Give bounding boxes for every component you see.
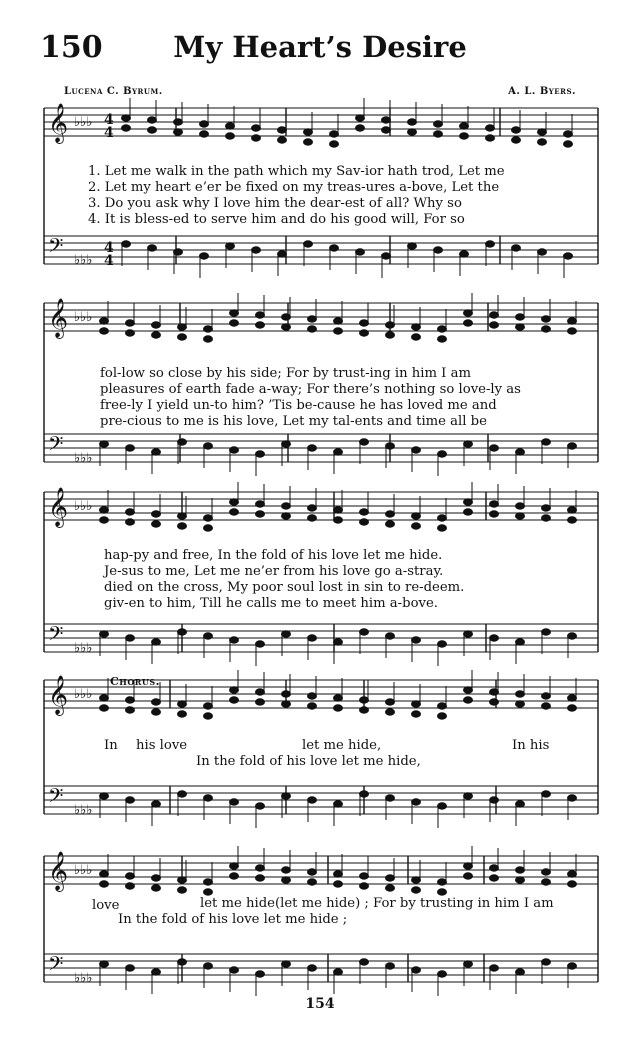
lyricist-credit: Lucena C. Byrum. xyxy=(64,86,163,97)
svg-text:♭♭♭: ♭♭♭ xyxy=(74,310,93,325)
svg-text:𝄞: 𝄞 xyxy=(48,675,69,715)
svg-text:𝄞: 𝄞 xyxy=(48,851,69,891)
page-number: 154 xyxy=(305,996,335,1012)
svg-text:𝄢: 𝄢 xyxy=(48,952,64,980)
svg-text:♭♭♭: ♭♭♭ xyxy=(74,451,93,466)
chorus-label: Chorus. xyxy=(110,675,161,688)
svg-text:♭♭♭: ♭♭♭ xyxy=(74,863,93,878)
svg-text:♭♭♭: ♭♭♭ xyxy=(74,499,93,514)
chorus-word-love: love xyxy=(92,898,120,913)
hymn-title: My Heart’s Desire xyxy=(173,30,467,64)
verse-4-line-2: pre-cious to me is his love, Let my tal-ents and time all be xyxy=(100,414,487,429)
svg-text:𝄢: 𝄢 xyxy=(48,234,64,262)
clef-symbols xyxy=(48,103,114,986)
staff-lines xyxy=(44,108,598,982)
verse-2-line-3: Je-sus to me, Let me ne’er from his love go a-stray. xyxy=(104,564,444,579)
verse-2-line-2: pleasures of earth fade a-way; For there’s nothing so love-ly as xyxy=(100,382,521,397)
verse-lyrics-line-1 xyxy=(88,164,580,228)
verse-2-line-1: 2. Let my heart e’er be fixed on my treas-ures a-bove, Let the xyxy=(88,180,500,195)
svg-text:𝄞: 𝄞 xyxy=(48,298,69,338)
svg-text:♭♭♭: ♭♭♭ xyxy=(74,253,93,268)
svg-text:♭♭♭: ♭♭♭ xyxy=(74,971,93,986)
svg-text:𝄢: 𝄢 xyxy=(48,784,64,812)
svg-text:4: 4 xyxy=(104,125,114,141)
chorus-his-love: his love xyxy=(136,738,188,753)
svg-text:𝄢: 𝄢 xyxy=(48,622,64,650)
svg-text:♭♭♭: ♭♭♭ xyxy=(74,687,93,702)
verse-1-line-3: hap-py and free, In the fold of his love let me hide. xyxy=(104,548,443,563)
chorus-alto-line-1: In the fold of his love let me hide, xyxy=(196,754,421,769)
chorus-line-2: let me hide(let me hide) ; For by trusting in him I am xyxy=(200,896,554,911)
chorus-let-me-hide: let me hide, xyxy=(302,738,382,753)
verse-lyrics-line-2 xyxy=(100,366,580,430)
verse-4-line-1: 4. It is bless-ed to serve him and do his good will, For so xyxy=(88,212,465,227)
svg-text:𝄞: 𝄞 xyxy=(48,103,69,143)
chorus-alto-line-2: In the fold of his love let me hide ; xyxy=(118,912,348,927)
svg-text:4: 4 xyxy=(104,112,114,128)
svg-text:𝄢: 𝄢 xyxy=(48,432,64,460)
verse-lyrics-line-3 xyxy=(104,548,580,612)
verse-3-line-1: 3. Do you ask why I love him the dear-est of all? Why so xyxy=(88,196,462,211)
verse-1-line-1: 1. Let me walk in the path which my Sav-ior hath trod, Let me xyxy=(88,164,505,179)
note-heads xyxy=(100,98,577,996)
svg-text:♭♭♭: ♭♭♭ xyxy=(74,641,93,656)
svg-text:4: 4 xyxy=(104,240,114,256)
svg-text:♭♭♭: ♭♭♭ xyxy=(74,803,93,818)
verse-3-line-2: free-ly I yield un-to him? ’Tis be-cause he has loved me and xyxy=(100,398,497,413)
verse-1-line-2: fol-low so close by his side; For by trust-ing in him I am xyxy=(100,366,471,381)
svg-text:𝄞: 𝄞 xyxy=(48,487,69,527)
bar-lines xyxy=(44,108,598,982)
svg-text:4: 4 xyxy=(104,253,114,269)
composer-credit: A. L. Byers. xyxy=(508,86,576,97)
hymn-number: 150 xyxy=(40,30,103,65)
verse-3-line-3: died on the cross, My poor soul lost in sin to re-deem. xyxy=(104,580,465,595)
chorus-word-in: In xyxy=(104,738,118,753)
verse-4-line-3: giv-en to him, Till he calls me to meet him a-bove. xyxy=(104,596,438,611)
chorus-in-his: In his xyxy=(512,738,550,753)
svg-text:♭♭♭: ♭♭♭ xyxy=(74,115,93,130)
